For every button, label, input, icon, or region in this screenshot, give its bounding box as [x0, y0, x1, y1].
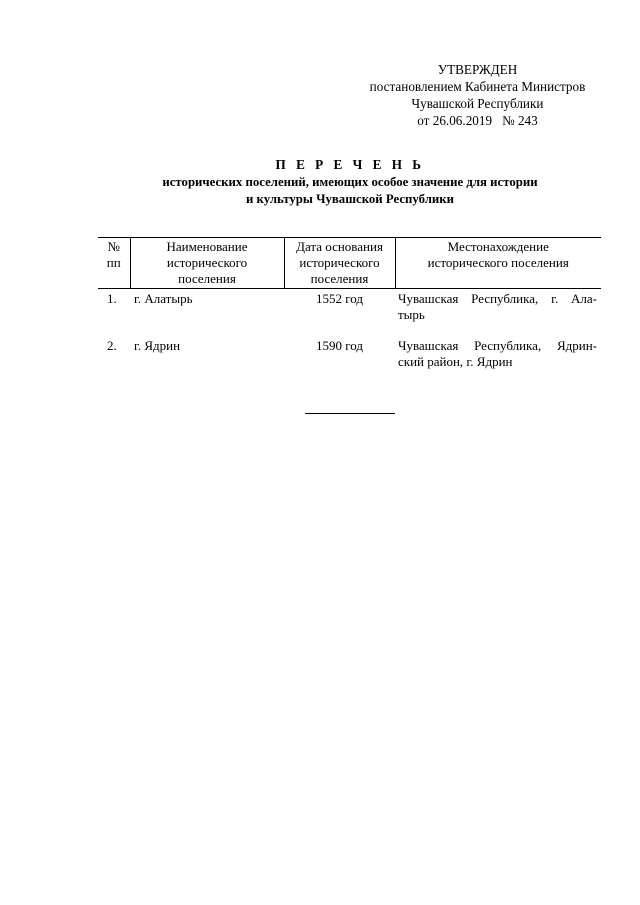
approval-number: № 243	[502, 113, 538, 128]
approval-block	[345, 61, 610, 129]
title-heading: П Е Р Е Ч Е Н Ь	[275, 157, 425, 172]
foundation-date: 1552 год	[316, 291, 363, 306]
approval-republic: Чувашской Республики	[411, 96, 544, 111]
settlement-name: г. Ядрин	[134, 338, 181, 353]
title-line-1: исторических поселений, имеющих особое значение для истории	[162, 175, 538, 189]
settlement-name: г. Алатырь	[134, 291, 193, 306]
header-name: Наименование исторического поселения	[130, 238, 284, 289]
title-line-2: и культуры Чувашской Республики	[245, 192, 455, 206]
header-date: Дата основания исторического поселения	[284, 238, 395, 289]
table-row	[98, 336, 601, 378]
end-divider	[305, 413, 395, 414]
row-number: 2.	[107, 338, 117, 353]
table-header-row	[98, 238, 601, 289]
settlements-table	[98, 237, 601, 378]
settlement-location: Чувашская Республика, г. Ала- тырь	[398, 291, 597, 322]
foundation-date: 1590 год	[316, 338, 363, 353]
approval-status: УТВЕРЖДЕН	[437, 62, 518, 77]
document-title	[100, 156, 600, 208]
approval-date: от 26.06.2019	[417, 113, 493, 128]
settlement-location: Чувашская Республика, Ядрин- ский район, г. Ядрин	[398, 338, 597, 369]
header-location: Местонахождение исторического поселения	[395, 238, 601, 289]
row-number: 1.	[107, 291, 117, 306]
table-row	[98, 289, 601, 337]
approval-issuer: постановлением Кабинета Министров	[369, 79, 586, 94]
approval-date-line	[345, 112, 610, 129]
header-num: № пп	[98, 238, 130, 289]
